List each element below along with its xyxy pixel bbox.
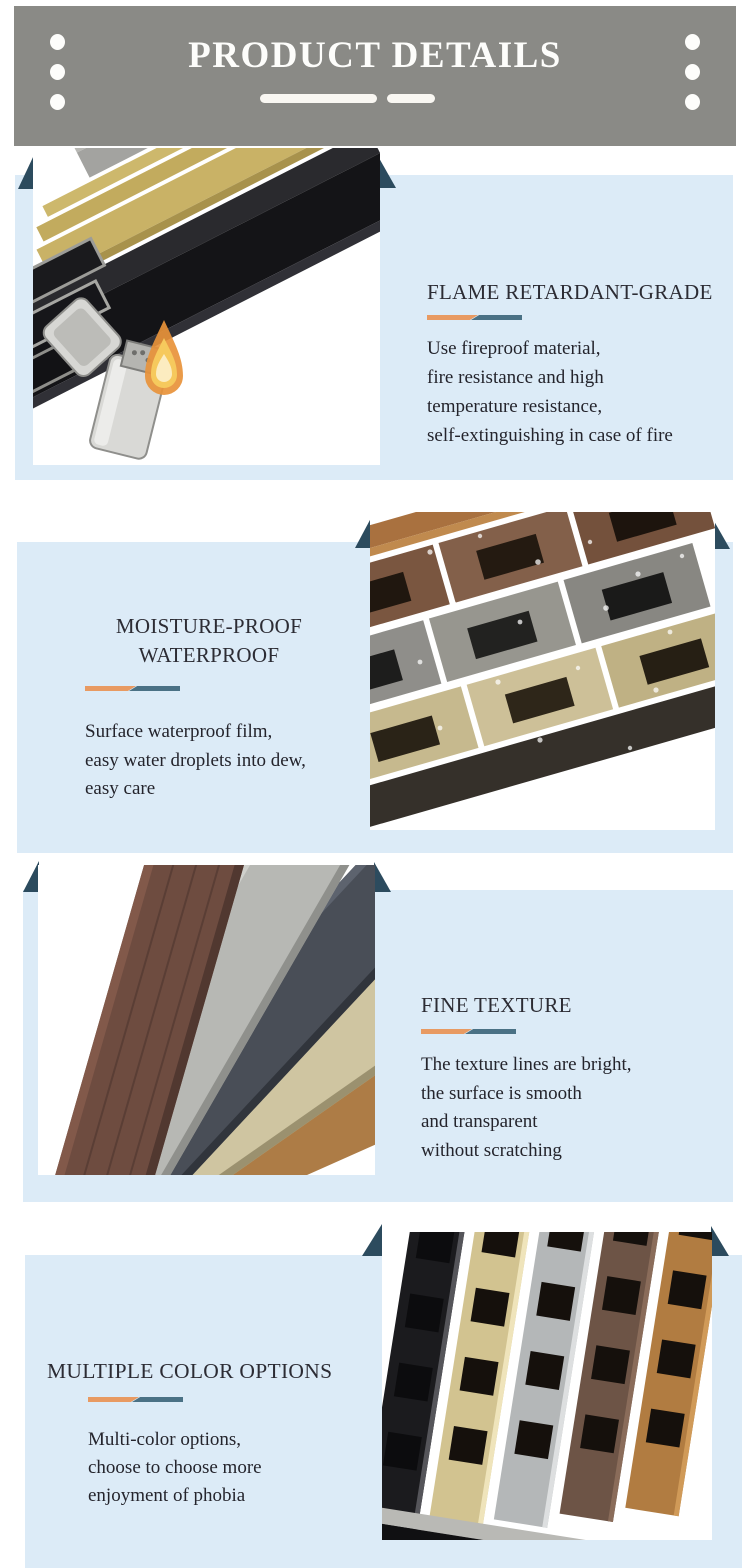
page-title: PRODUCT DETAILS [188, 35, 562, 76]
corner-triangle-icon [714, 521, 730, 549]
body-line: without scratching [421, 1139, 562, 1161]
body-line: temperature resistance, [427, 396, 603, 417]
dot-icon [685, 34, 700, 50]
body-line: The texture lines are bright, [421, 1054, 632, 1075]
body-line: easy water droplets into dew, [85, 749, 306, 771]
section-title: FINE TEXTURE [421, 993, 572, 1017]
divider-teal-segment [129, 686, 180, 691]
underline-bar-short [387, 94, 435, 103]
divider-orange-segment [88, 1397, 139, 1402]
body-line: easy care [85, 778, 156, 799]
divider-teal-segment [132, 1397, 183, 1402]
corner-triangle-icon [374, 862, 391, 892]
corner-triangle-icon [711, 1226, 729, 1256]
dot-icon [685, 64, 700, 80]
body-line: the surface is smooth [421, 1082, 582, 1104]
section-moisture-text [85, 612, 333, 804]
divider-orange-segment [85, 686, 136, 691]
accent-divider [421, 1029, 516, 1034]
body-line: Surface waterproof film, [85, 721, 273, 742]
section-title-line: MOISTURE-PROOF [115, 614, 303, 638]
accent-divider [85, 686, 180, 691]
section-body [88, 1426, 332, 1510]
section-title: MULTIPLE COLOR OPTIONS [47, 1359, 333, 1383]
corner-triangle-icon [362, 1224, 382, 1256]
dot-icon [50, 94, 65, 110]
panels-fan-texture-photo [38, 865, 375, 1175]
accent-divider [88, 1397, 183, 1402]
dot-icon [685, 94, 700, 110]
divider-orange-segment [427, 315, 478, 320]
dot-icon [50, 34, 65, 50]
decor-dots-right [685, 34, 700, 124]
body-line: fire resistance and high [427, 367, 604, 388]
panels-water-droplets-photo [370, 512, 715, 830]
section-body [85, 718, 333, 804]
accent-divider [427, 315, 522, 320]
section-colors-text [47, 1357, 332, 1510]
divider-orange-segment [421, 1029, 472, 1034]
section-body [421, 1051, 632, 1165]
panels-flame-test-photo [33, 148, 380, 465]
corner-triangle-icon [23, 861, 39, 892]
title-underline [260, 94, 435, 103]
dot-icon [50, 64, 65, 80]
divider-teal-segment [465, 1029, 516, 1034]
body-line: and transparent [421, 1111, 538, 1132]
section-title: FLAME RETARDANT-GRADE [427, 280, 713, 304]
body-line: choose to choose more [88, 1457, 262, 1478]
panels-color-options-photo [382, 1232, 712, 1540]
section-texture-text [421, 991, 632, 1165]
body-line: self-extinguishing in case of fire [427, 425, 673, 446]
decor-dots-left [50, 34, 65, 124]
underline-bar-long [260, 94, 377, 103]
section-title-line: WATERPROOF [138, 643, 280, 667]
section-body [427, 334, 713, 450]
section-title [85, 612, 333, 670]
section-flame-text [427, 278, 713, 450]
body-line: enjoyment of phobia [88, 1485, 246, 1506]
body-line: Multi-color options, [88, 1429, 242, 1450]
body-line: Use fireproof material, [427, 338, 601, 359]
header-banner [14, 6, 736, 146]
divider-teal-segment [471, 315, 522, 320]
